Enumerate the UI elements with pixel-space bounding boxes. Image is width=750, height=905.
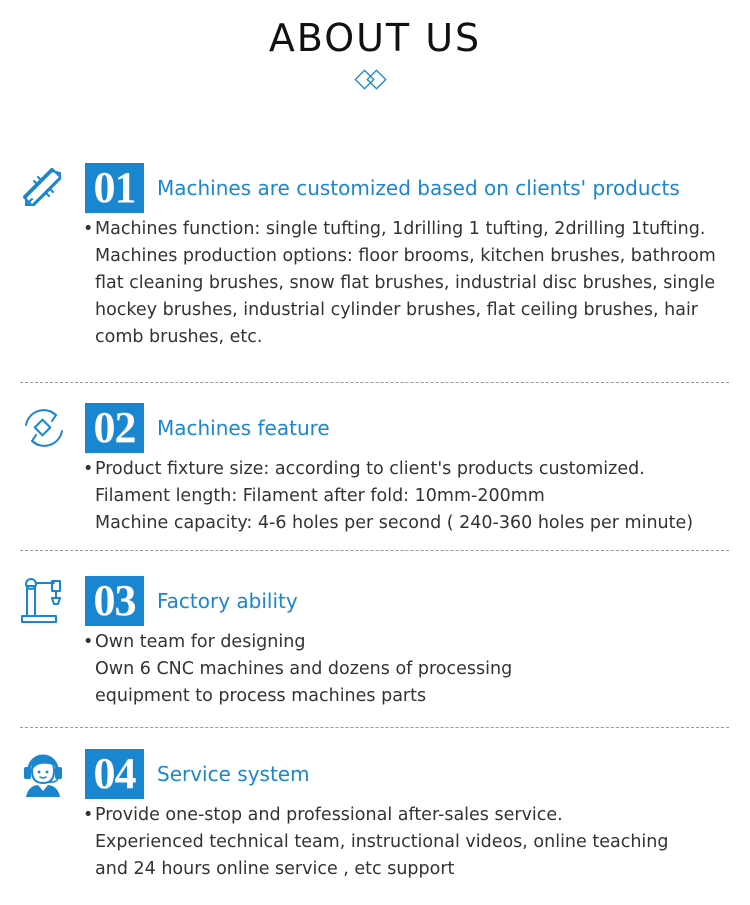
bullet: • xyxy=(83,219,94,239)
section-divider xyxy=(20,550,729,551)
description-text: flat cleaning brushes, snow flat brushes, industrial disc brushes, single xyxy=(95,273,716,293)
bullet: • xyxy=(83,805,94,825)
description-line xyxy=(83,324,733,351)
page-title: ABOUT US xyxy=(268,16,482,60)
section-01 xyxy=(0,163,750,363)
section-03 xyxy=(0,576,750,716)
section-02 xyxy=(0,403,750,543)
description-text: Filament length: Filament after fold: 10mm-200mm xyxy=(95,486,545,506)
section-number-badge: 01 xyxy=(85,163,144,213)
section-heading: Machines feature xyxy=(157,416,330,440)
description-text: Provide one-stop and professional after-sales service. xyxy=(95,805,563,825)
customer-service-headset-icon xyxy=(18,749,68,799)
description-text: Own 6 CNC machines and dozens of processing xyxy=(95,659,513,679)
description-text: Experienced technical team, instructional videos, online teaching xyxy=(95,832,669,852)
description-line xyxy=(83,483,733,510)
section-number-badge: 03 xyxy=(85,576,144,626)
description-line xyxy=(83,510,733,537)
description-line xyxy=(83,629,733,656)
title-divider-ornament xyxy=(240,68,502,92)
description-line xyxy=(83,829,733,856)
description-text: comb brushes, etc. xyxy=(95,327,263,347)
description-line xyxy=(83,683,733,710)
description-line xyxy=(83,297,733,324)
description-line xyxy=(83,656,733,683)
robot-arm-icon xyxy=(18,576,68,626)
description-line xyxy=(83,856,733,883)
description-line xyxy=(83,243,733,270)
description-text: equipment to process machines parts xyxy=(95,686,427,706)
bullet: • xyxy=(83,632,94,652)
section-description xyxy=(83,629,733,710)
description-text: and 24 hours online service , etc support xyxy=(95,859,455,879)
description-line xyxy=(83,802,733,829)
description-text: Product fixture size: according to client's products customized. xyxy=(95,459,645,479)
cycle-diamond-icon xyxy=(18,403,68,453)
section-number-badge: 02 xyxy=(85,403,144,453)
section-description xyxy=(83,216,733,351)
description-line xyxy=(83,456,733,483)
description-text: Machine capacity: 4-6 holes per second ( 240-360 holes per minute) xyxy=(95,513,694,533)
section-heading: Machines are customized based on clients' products xyxy=(157,176,680,200)
section-number-badge: 04 xyxy=(85,749,144,799)
section-description xyxy=(83,802,733,883)
description-line xyxy=(83,216,733,243)
description-line xyxy=(83,270,733,297)
section-description xyxy=(83,456,733,537)
description-text: Own team for designing xyxy=(95,632,306,652)
section-04 xyxy=(0,749,750,889)
section-divider xyxy=(20,727,729,728)
pencil-ruler-icon xyxy=(18,163,68,213)
section-divider xyxy=(20,382,729,383)
description-text: hockey brushes, industrial cylinder brushes, flat ceiling brushes, hair xyxy=(95,300,698,320)
description-text: Machines production options: floor brooms, kitchen brushes, bathroom xyxy=(95,246,716,266)
section-heading: Factory ability xyxy=(157,589,298,613)
description-text: Machines function: single tufting, 1drilling 1 tufting, 2drilling 1tufting. xyxy=(95,219,706,239)
bullet: • xyxy=(83,459,94,479)
section-heading: Service system xyxy=(157,762,310,786)
